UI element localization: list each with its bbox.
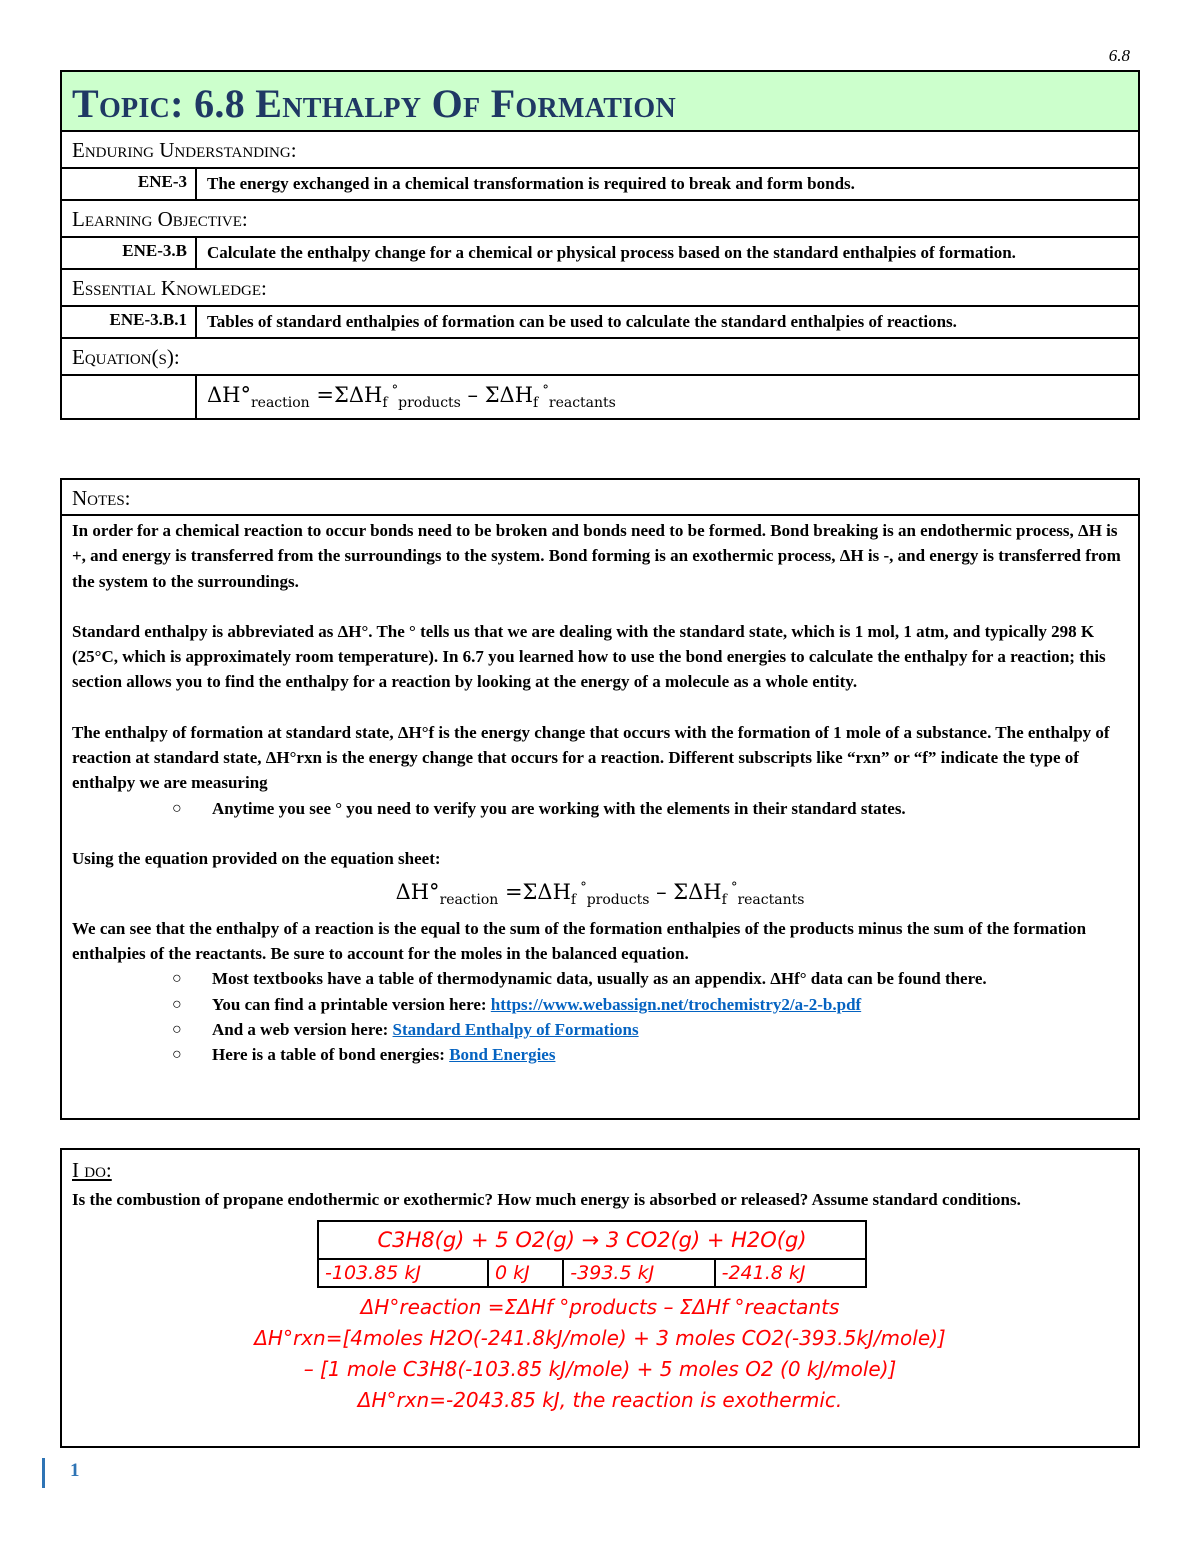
list-item: ○ Here is a table of bond energies: Bond Energies [172, 1042, 1128, 1067]
bond-energies-link[interactable]: Bond Energies [449, 1045, 556, 1065]
solution-result: ΔH°rxn=-2043.85 kJ, the reaction is exothermic. [357, 1388, 843, 1412]
notes-bullets-2 [72, 966, 1128, 1067]
enthalpy-c3h8: -103.85 kJ [318, 1259, 488, 1287]
worked-solution [72, 1292, 1128, 1416]
enduring-understanding-row [62, 169, 1138, 201]
list-item: ○ You can find a printable version here: https://www.webassign.net/trochemistry2/a-2-b.pdf [172, 992, 1128, 1017]
learning-objective-label: Learning Objective: [62, 201, 1138, 238]
page-label: 6.8 [1108, 46, 1130, 65]
i-do-section [60, 1148, 1140, 1448]
notes-body [72, 516, 1128, 1068]
notes-bullets-1 [72, 796, 1128, 821]
topic-title: Topic: 6.8 Enthalpy Of Formation [62, 72, 1138, 132]
list-item: ○ Most textbooks have a table of thermodynamic data, usually as an appendix. ΔHf° data can be found there. [172, 966, 1128, 991]
enthalpy-equation: $\Delta H^\circ_{reaction} =\Sigma\Delta H_f$ $^\circ_{products} - \Sigma\Delta H_f$ °$_{reactants}$ [207, 383, 616, 412]
i-do-label: I do: [72, 1158, 112, 1182]
notes-paragraph-formation: The enthalpy of formation at standard state, ΔH°f is the energy change that occurs with the formation of 1 mole of a substance. The enthalpy of reaction at standard state, ΔH°rxn is the energy change that occurs for a reaction. Different subscripts like “rxn” or “f” indicate the type of enthalpy we are measuring [72, 722, 1110, 793]
notes-equation: $\Delta H^\circ_{reaction} =\Sigma\Delta H_f$ $^\circ_{products} - \Sigma\Delta H_f$ °$_{reactants}$ [395, 880, 805, 909]
learning-objective-row [62, 238, 1138, 270]
enduring-code: ENE-3 [62, 169, 197, 199]
footer-bar [42, 1458, 45, 1488]
knowledge-code: ENE-3.B.1 [62, 307, 197, 337]
reaction-equation: C3H8(g) + 5 O2(g) → 3 CO2(g) + H2O(g) [318, 1221, 866, 1259]
objective-code: ENE-3.B [62, 238, 197, 268]
enthalpy-h2o: -241.8 kJ [715, 1259, 866, 1287]
enduring-understanding-label: Enduring Understanding: [62, 132, 1138, 169]
enthalpy-co2: -393.5 kJ [563, 1259, 714, 1287]
reaction-table [317, 1220, 867, 1288]
web-version-link[interactable]: Standard Enthalpy of Formations [392, 1019, 639, 1039]
i-do-question: Is the combustion of propane endothermic or exothermic? How much energy is absorbed or released? Assume standard conditions. [72, 1190, 1021, 1209]
essential-knowledge-label: Essential Knowledge: [62, 270, 1138, 307]
notes-section [60, 478, 1140, 1120]
equations-label: Equation(s): [62, 339, 1138, 376]
essential-knowledge-row [62, 307, 1138, 339]
list-item: ○ And a web version here: Standard Enthalpy of Formations [172, 1017, 1128, 1042]
topic-table [60, 70, 1140, 420]
objective-text: Calculate the enthalpy change for a chemical or physical process based on the standard enthalpies of formation. [207, 243, 1016, 262]
notes-paragraph-equation-intro: Using the equation provided on the equation sheet: [72, 848, 441, 868]
notes-paragraph-standard: Standard enthalpy is abbreviated as ΔH°. The ° tells us that we are dealing with the standard state, which is 1 mol, 1 atm, and typically 298 K (25°C, which is approximately room temperature). In 6.7 you learned how to use the bond energies to calculate the enthalpy for a reaction; this section allows you to find the enthalpy for a reaction by looking at the energy of a molecule as a whole entity. [72, 621, 1106, 692]
equation-empty-cell [62, 376, 197, 418]
printable-version-link[interactable]: https://www.webassign.net/trochemistry2/a-2-b.pdf [490, 994, 862, 1014]
solution-reactants: – [1 mole C3H8(-103.85 kJ/mole) + 5 moles O2 (0 kJ/mole)] [303, 1357, 897, 1381]
equation-row [62, 376, 1138, 418]
solution-equation: ΔH°reaction =ΣΔHf °products – ΣΔHf °reactants [360, 1295, 840, 1319]
list-item: ○ Anytime you see ° you need to verify you are working with the elements in their standard states. [172, 796, 1128, 821]
notes-paragraph-summary: We can see that the enthalpy of a reaction is the equal to the sum of the formation enthalpies of the products minus the sum of the formation enthalpies of the reactants. Be sure to account for the moles in the balanced equation. [72, 918, 1087, 964]
knowledge-text: Tables of standard enthalpies of formation can be used to calculate the standard enthalpies of reactions. [207, 312, 957, 331]
page-number: 1 [70, 1460, 80, 1481]
notes-paragraph-bonds: In order for a chemical reaction to occur bonds need to be broken and bonds need to be formed. Bond breaking is an endothermic process, ΔH is +, and energy is transferred from the surroundings to the system. Bond forming is an exothermic process, ΔH is -, and energy is transferred from the system to the surroundings. [72, 521, 1121, 591]
enduring-text: The energy exchanged in a chemical transformation is required to break and form bonds. [207, 174, 855, 193]
solution-products: ΔH°rxn=[4moles H2O(-241.8kJ/mole) + 3 moles CO2(-393.5kJ/mole)] [254, 1326, 946, 1350]
notes-label: Notes: [62, 480, 1138, 516]
enthalpy-o2: 0 kJ [488, 1259, 563, 1287]
